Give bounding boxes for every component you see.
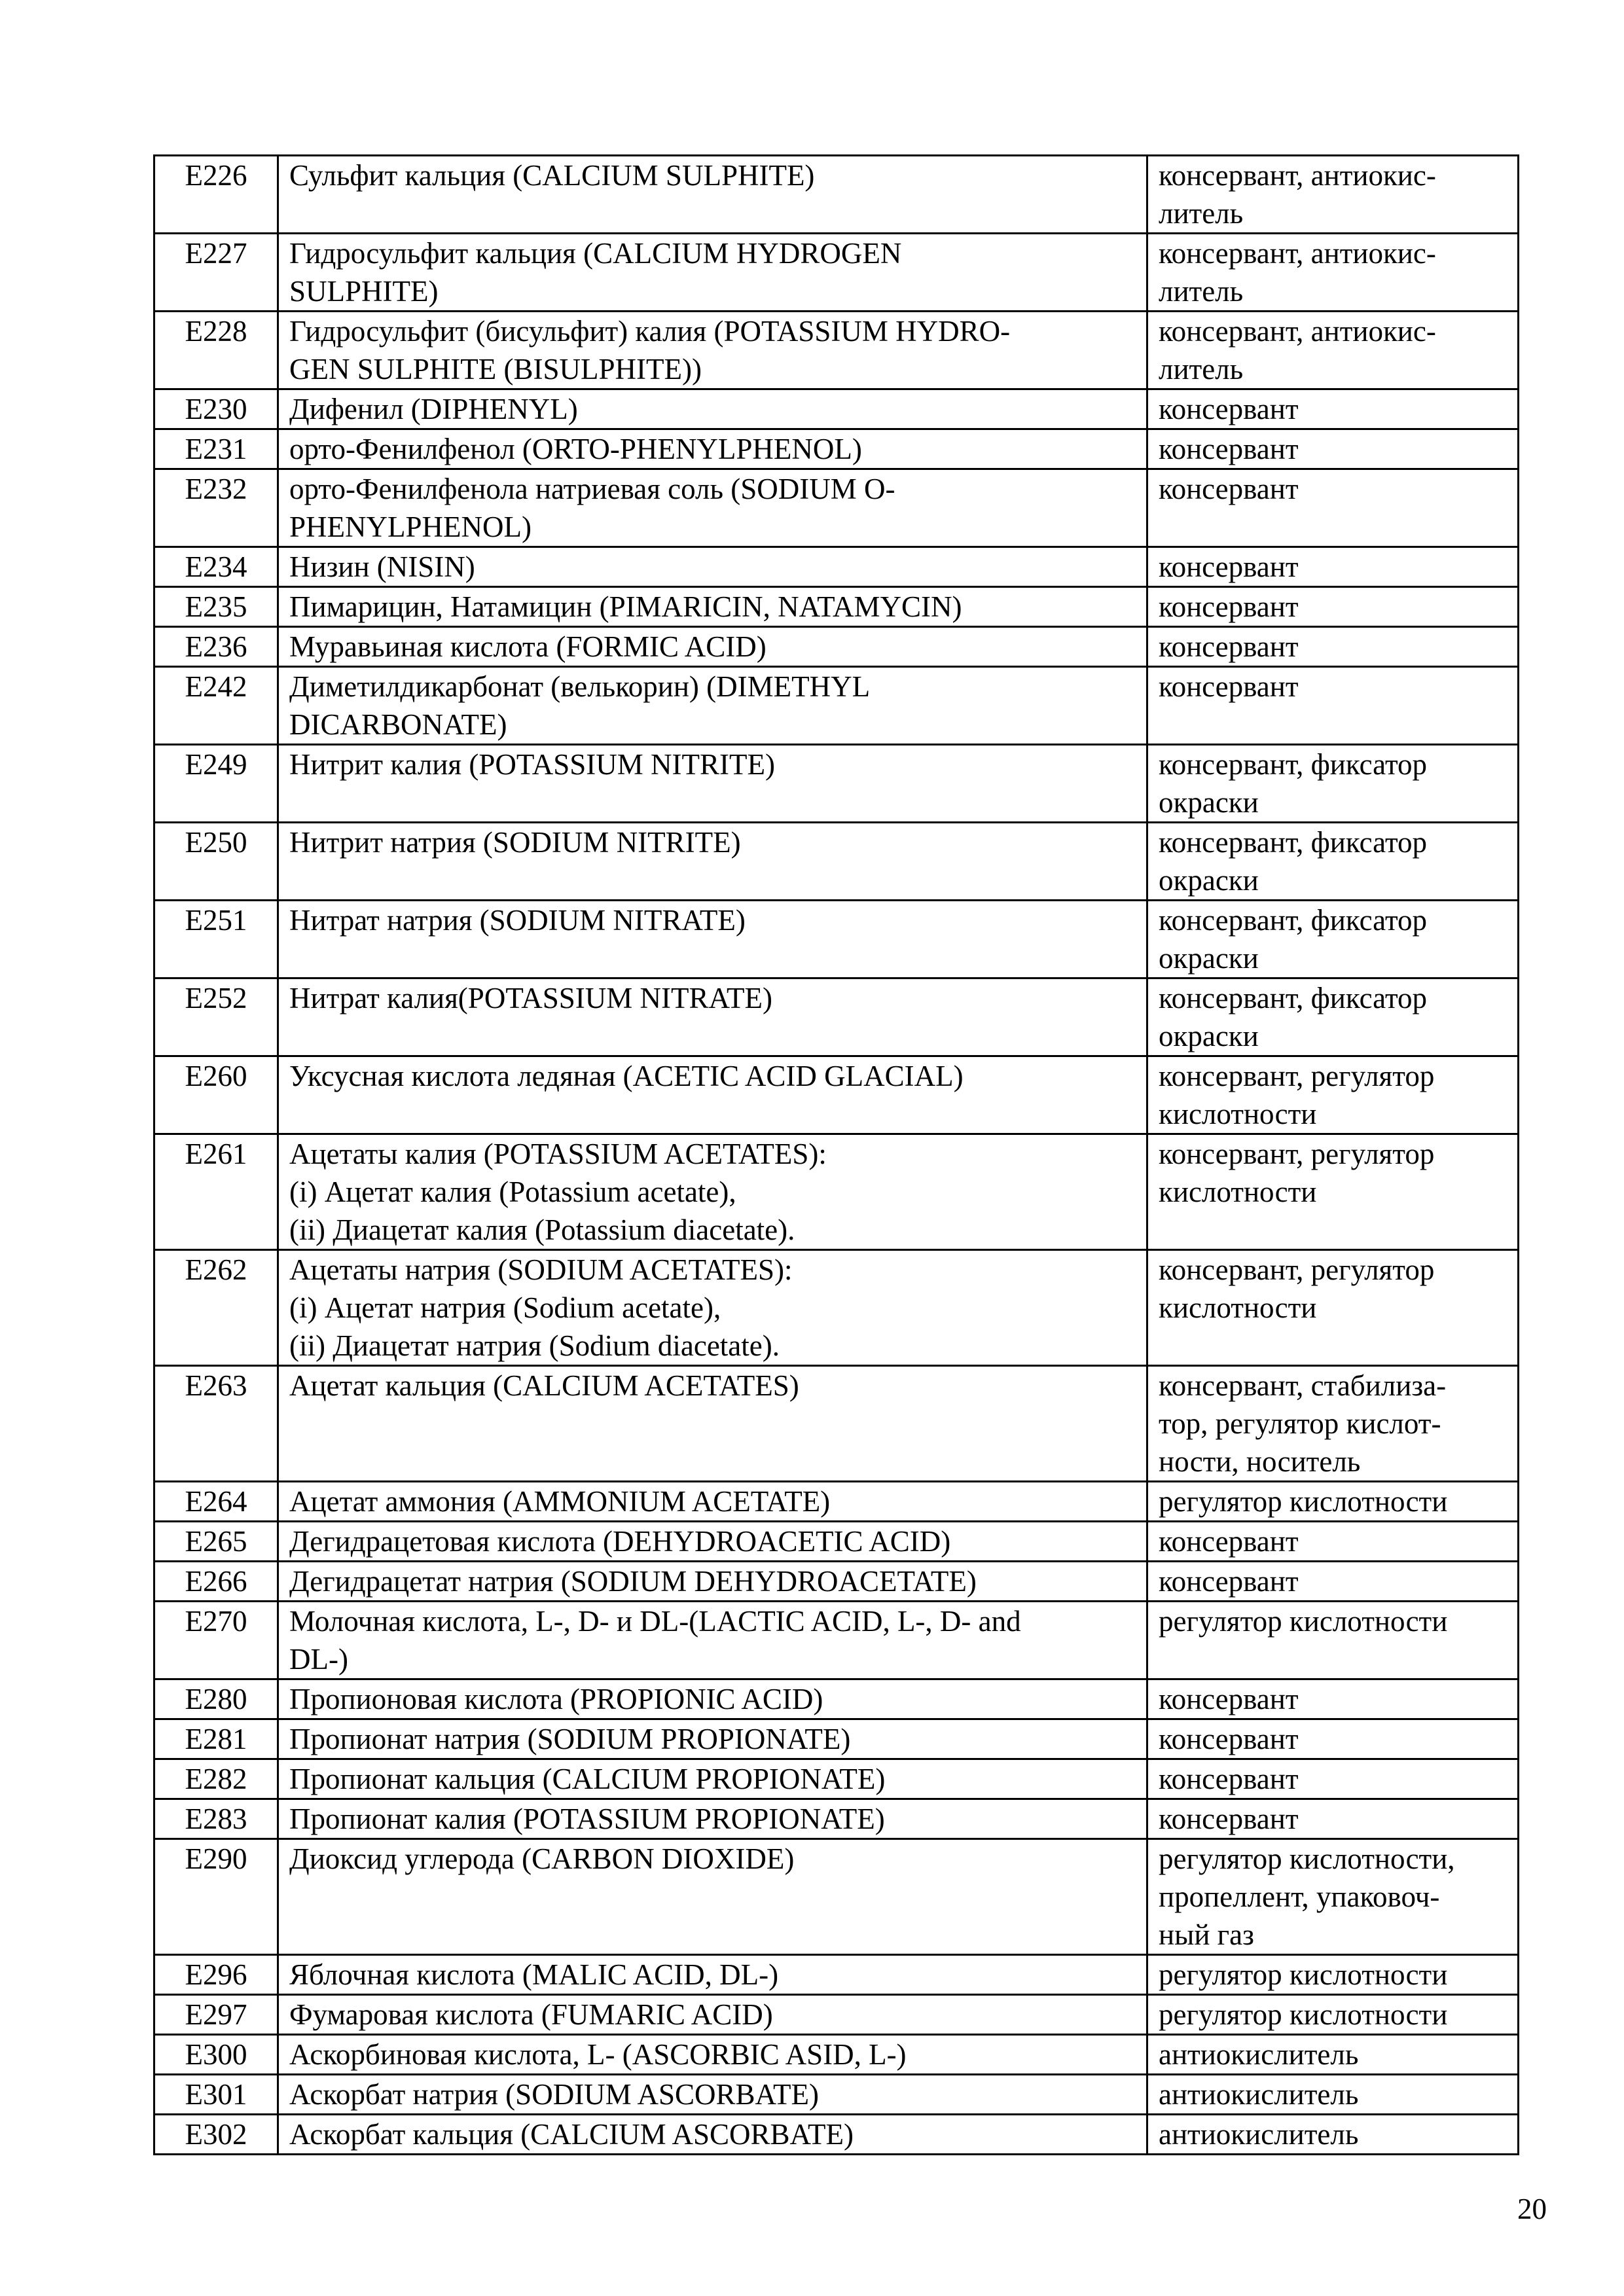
function-cell: консервант, регулятор кислотности xyxy=(1147,1056,1519,1134)
name-cell: Нитрит натрия (SODIUM NITRITE) xyxy=(278,823,1147,901)
code-cell: E281 xyxy=(154,1719,278,1759)
function-cell: консервант xyxy=(1147,1679,1519,1719)
name-cell: орто-Фенилфенол (ORTO-PHENYLPHENOL) xyxy=(278,429,1147,469)
table-row xyxy=(154,627,1519,667)
code-cell: E230 xyxy=(154,389,278,429)
table-row xyxy=(154,1679,1519,1719)
code-cell: E301 xyxy=(154,2075,278,2115)
name-cell: Диоксид углерода (CARBON DIOXIDE) xyxy=(278,1839,1147,1955)
code-cell: E283 xyxy=(154,1799,278,1839)
table-row xyxy=(154,978,1519,1056)
table-row xyxy=(154,234,1519,312)
code-cell: E226 xyxy=(154,156,278,234)
code-cell: E282 xyxy=(154,1759,278,1799)
table-row xyxy=(154,469,1519,547)
code-cell: E232 xyxy=(154,469,278,547)
code-cell: E297 xyxy=(154,1995,278,2035)
name-cell: Аскорбат кальция (CALCIUM ASCORBATE) xyxy=(278,2115,1147,2155)
function-cell: регулятор кислотности, пропеллент, упаковоч- ный газ xyxy=(1147,1839,1519,1955)
name-cell: Аскорбат натрия (SODIUM ASCORBATE) xyxy=(278,2075,1147,2115)
table-row xyxy=(154,587,1519,627)
table-row xyxy=(154,312,1519,389)
table-row xyxy=(154,1482,1519,1522)
function-cell: антиокислитель xyxy=(1147,2075,1519,2115)
function-cell: антиокислитель xyxy=(1147,2115,1519,2155)
name-cell: Нитрит калия (POTASSIUM NITRITE) xyxy=(278,745,1147,823)
name-cell: Пропионат кальция (CALCIUM PROPIONATE) xyxy=(278,1759,1147,1799)
code-cell: E266 xyxy=(154,1562,278,1602)
name-cell: Сульфит кальция (CALCIUM SULPHITE) xyxy=(278,156,1147,234)
function-cell: консервант xyxy=(1147,1562,1519,1602)
name-cell: Фумаровая кислота (FUMARIC ACID) xyxy=(278,1995,1147,2035)
code-cell: E263 xyxy=(154,1366,278,1482)
function-cell: консервант xyxy=(1147,587,1519,627)
name-cell: Ацетаты калия (POTASSIUM ACETATES): (i) Ацетат калия (Potassium acetate), (ii) Диацетат калия (Potassium diacetate). xyxy=(278,1134,1147,1250)
table-row xyxy=(154,389,1519,429)
name-cell: Пропионат калия (POTASSIUM PROPIONATE) xyxy=(278,1799,1147,1839)
name-cell: Нитрат натрия (SODIUM NITRATE) xyxy=(278,901,1147,978)
code-cell: E265 xyxy=(154,1522,278,1562)
function-cell: консервант, антиокис- литель xyxy=(1147,312,1519,389)
function-cell: консервант, регулятор кислотности xyxy=(1147,1250,1519,1366)
table-row xyxy=(154,1799,1519,1839)
name-cell: Дегидрацетовая кислота (DEHYDROACETIC ACID) xyxy=(278,1522,1147,1562)
function-cell: консервант xyxy=(1147,627,1519,667)
function-cell: консервант xyxy=(1147,547,1519,587)
function-cell: консервант, антиокис- литель xyxy=(1147,234,1519,312)
code-cell: E234 xyxy=(154,547,278,587)
name-cell: Дифенил (DIPHENYL) xyxy=(278,389,1147,429)
code-cell: E262 xyxy=(154,1250,278,1366)
table-row xyxy=(154,1839,1519,1955)
table-row xyxy=(154,1719,1519,1759)
function-cell: консервант, регулятор кислотности xyxy=(1147,1134,1519,1250)
code-cell: E228 xyxy=(154,312,278,389)
code-cell: E249 xyxy=(154,745,278,823)
function-cell: консервант xyxy=(1147,1759,1519,1799)
function-cell: консервант, стабилиза- тор, регулятор кислот- ности, носитель xyxy=(1147,1366,1519,1482)
table-row xyxy=(154,1134,1519,1250)
table-row xyxy=(154,1562,1519,1602)
function-cell: антиокислитель xyxy=(1147,2035,1519,2075)
code-cell: E290 xyxy=(154,1839,278,1955)
function-cell: консервант xyxy=(1147,429,1519,469)
name-cell: Ацетат кальция (CALCIUM ACETATES) xyxy=(278,1366,1147,1482)
name-cell: Уксусная кислота ледяная (ACETIC ACID GLACIAL) xyxy=(278,1056,1147,1134)
name-cell: Диметилдикарбонат (велькорин) (DIMETHYL DICARBONATE) xyxy=(278,667,1147,745)
code-cell: E264 xyxy=(154,1482,278,1522)
name-cell: орто-Фенилфенола натриевая соль (SODIUM O- PHENYLPHENOL) xyxy=(278,469,1147,547)
code-cell: E242 xyxy=(154,667,278,745)
function-cell: консервант xyxy=(1147,1799,1519,1839)
code-cell: E252 xyxy=(154,978,278,1056)
code-cell: E260 xyxy=(154,1056,278,1134)
code-cell: E227 xyxy=(154,234,278,312)
code-cell: E296 xyxy=(154,1955,278,1995)
name-cell: Ацетат аммония (AMMONIUM ACETATE) xyxy=(278,1482,1147,1522)
function-cell: регулятор кислотности xyxy=(1147,1995,1519,2035)
additives-table xyxy=(153,154,1519,2155)
page-number: 20 xyxy=(1517,2193,1547,2225)
table-row xyxy=(154,1955,1519,1995)
function-cell: консервант xyxy=(1147,1719,1519,1759)
table-row xyxy=(154,667,1519,745)
table-row xyxy=(154,1056,1519,1134)
table-row xyxy=(154,1759,1519,1799)
table-row xyxy=(154,429,1519,469)
code-cell: E231 xyxy=(154,429,278,469)
name-cell: Нитрат калия(POTASSIUM NITRATE) xyxy=(278,978,1147,1056)
table-row xyxy=(154,1250,1519,1366)
table-row xyxy=(154,1522,1519,1562)
function-cell: консервант xyxy=(1147,1522,1519,1562)
table-row xyxy=(154,1602,1519,1679)
table-row xyxy=(154,1995,1519,2035)
code-cell: E251 xyxy=(154,901,278,978)
code-cell: E280 xyxy=(154,1679,278,1719)
table-row xyxy=(154,2035,1519,2075)
name-cell: Пропионат натрия (SODIUM PROPIONATE) xyxy=(278,1719,1147,1759)
function-cell: консервант, фиксатор окраски xyxy=(1147,823,1519,901)
function-cell: консервант, антиокис- литель xyxy=(1147,156,1519,234)
code-cell: E236 xyxy=(154,627,278,667)
name-cell: Гидросульфит кальция (CALCIUM HYDROGEN SULPHITE) xyxy=(278,234,1147,312)
table-row xyxy=(154,1366,1519,1482)
additives-table-body xyxy=(154,156,1519,2155)
table-row xyxy=(154,547,1519,587)
name-cell: Пимарицин, Натамицин (PIMARICIN, NATAMYCIN) xyxy=(278,587,1147,627)
table-row xyxy=(154,745,1519,823)
code-cell: E250 xyxy=(154,823,278,901)
table-row xyxy=(154,2115,1519,2155)
table-row xyxy=(154,2075,1519,2115)
name-cell: Аскорбиновая кислота, L- (ASCORBIC ASID, L-) xyxy=(278,2035,1147,2075)
function-cell: регулятор кислотности xyxy=(1147,1482,1519,1522)
name-cell: Низин (NISIN) xyxy=(278,547,1147,587)
function-cell: консервант, фиксатор окраски xyxy=(1147,745,1519,823)
function-cell: консервант xyxy=(1147,667,1519,745)
table-row xyxy=(154,901,1519,978)
function-cell: консервант xyxy=(1147,469,1519,547)
name-cell: Пропионовая кислота (PROPIONIC ACID) xyxy=(278,1679,1147,1719)
table-row xyxy=(154,823,1519,901)
name-cell: Молочная кислота, L-, D- и DL-(LACTIC ACID, L-, D- and DL-) xyxy=(278,1602,1147,1679)
code-cell: E235 xyxy=(154,587,278,627)
name-cell: Яблочная кислота (MALIC ACID, DL-) xyxy=(278,1955,1147,1995)
table-row xyxy=(154,156,1519,234)
function-cell: регулятор кислотности xyxy=(1147,1955,1519,1995)
code-cell: E300 xyxy=(154,2035,278,2075)
function-cell: консервант, фиксатор окраски xyxy=(1147,901,1519,978)
name-cell: Гидросульфит (бисульфит) калия (POTASSIUM HYDRO- GEN SULPHITE (BISULPHITE)) xyxy=(278,312,1147,389)
function-cell: регулятор кислотности xyxy=(1147,1602,1519,1679)
name-cell: Дегидрацетат натрия (SODIUM DEHYDROACETATE) xyxy=(278,1562,1147,1602)
code-cell: E261 xyxy=(154,1134,278,1250)
function-cell: консервант xyxy=(1147,389,1519,429)
name-cell: Муравьиная кислота (FORMIC ACID) xyxy=(278,627,1147,667)
name-cell: Ацетаты натрия (SODIUM ACETATES): (i) Ацетат натрия (Sodium acetate), (ii) Диацетат натрия (Sodium diacetate). xyxy=(278,1250,1147,1366)
code-cell: E270 xyxy=(154,1602,278,1679)
function-cell: консервант, фиксатор окраски xyxy=(1147,978,1519,1056)
code-cell: E302 xyxy=(154,2115,278,2155)
